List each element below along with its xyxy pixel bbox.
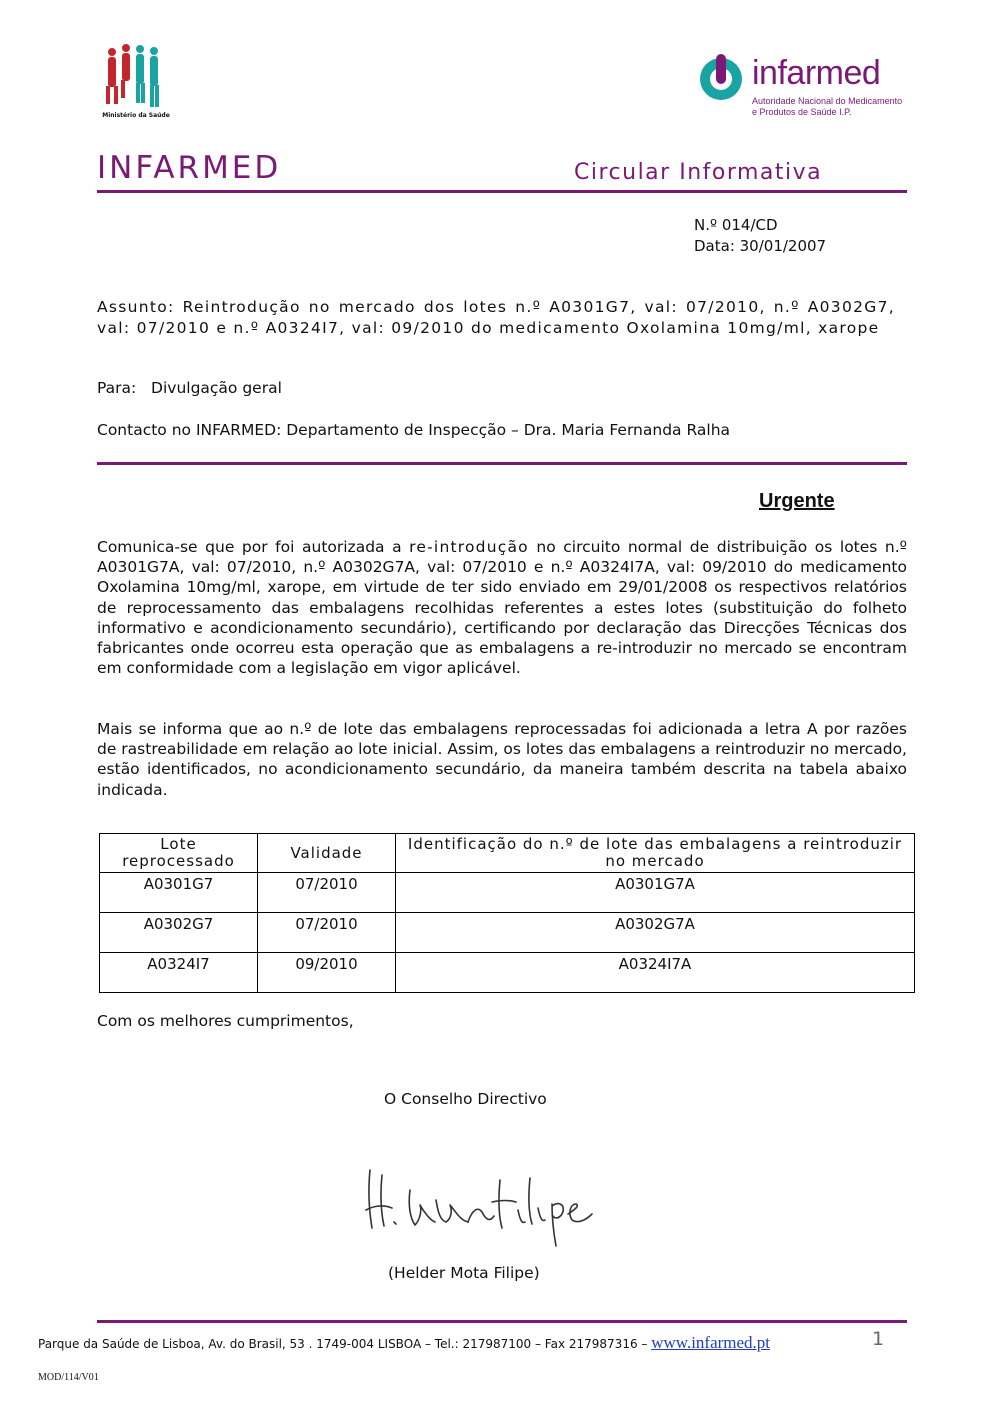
table-cell-validity: 09/2010 (258, 953, 396, 993)
table-cell-identification: A0301G7A (396, 873, 915, 913)
subject: Assunto: Reintrodução no mercado dos lotes n.º A0301G7, val: 07/2010, n.º A0302G7, val: 07/2010 e n.º A0324I7, val: 09/2010 do medicamento Oxolamina 10mg/ml, xarope (97, 298, 895, 337)
footer-divider (97, 1320, 907, 1323)
section-divider (97, 462, 907, 465)
circular-number: N.º 014/CD (694, 216, 778, 234)
signer-name: (Helder Mota Filipe) (388, 1264, 540, 1282)
infarmed-logo-word: infarmed (752, 54, 881, 92)
circular-date: Data: 30/01/2007 (694, 237, 827, 255)
table-cell-lot: A0324I7 (100, 953, 258, 993)
infarmed-logo-subtitle-2: e Produtos de Saúde I.P. (752, 107, 852, 117)
table-cell-lot: A0302G7 (100, 913, 258, 953)
form-code: MOD/114/V01 (38, 1372, 99, 1383)
table-row (100, 953, 915, 993)
lots-table (99, 833, 915, 993)
column-header-identification: Identificação do n.º de lote das embalagens a reintroduzir no mercado (396, 834, 915, 873)
page-number: 1 (872, 1328, 885, 1350)
contact: Contacto no INFARMED: Departamento de Inspecção – Dra. Maria Fernanda Ralha (97, 421, 731, 439)
body-paragraph-2: Mais se informa que ao n.º de lote das embalagens reprocessadas foi adicionada a letra A por razões de rastreabilidade em relação ao lote inicial. Assim, os lotes das embalagens a reintroduzir no mercado, estão identificados, no acondicionamento secundário, da maneira também descrita na tabela abaixo indicada. (97, 720, 907, 799)
table-row (100, 873, 915, 913)
ministry-caption: Ministério da Saúde (102, 112, 170, 119)
document-type: Circular Informativa (574, 160, 823, 185)
closing: Com os melhores cumprimentos, (97, 1012, 354, 1030)
recipients: Para: Divulgação geral (97, 379, 282, 397)
column-header-lot: Lote reprocessado (100, 834, 258, 873)
handwritten-signature (360, 1150, 600, 1250)
signatory-body: O Conselho Directivo (384, 1090, 547, 1108)
table-cell-validity: 07/2010 (258, 873, 396, 913)
header-divider (97, 190, 907, 193)
table-header-row (100, 834, 915, 873)
ministerio-da-saude-logo (96, 42, 176, 122)
table-cell-identification: A0302G7A (396, 913, 915, 953)
table-cell-lot: A0301G7 (100, 873, 258, 913)
body-paragraph-1: Comunica-se que por foi autorizada a re-introdução no circuito normal de distribuição os lotes n.º A0301G7A, val: 07/2010, n.º A0302G7A, val: 07/2010 e n.º A0324I7A, val: 09/2010 do medicamento Oxolamina 10mg/ml, xarope, em virtude de ter sido enviado em 29/01/2008 os respectivos relatórios de reprocessamento das embalagens recolhidas referentes a estes lotes (substituição do folheto informativo e acondicionamento secundário), certificando por declaração das Direcções Técnicas dos fabricantes onde ocorreu esta operação que as embalagens a re-introduzir no mercado se encontram em conformidade com a legislação em vigor aplicável. (97, 538, 907, 678)
table-row (100, 913, 915, 953)
table-cell-identification: A0324I7A (396, 953, 915, 993)
column-header-validity: Validade (258, 834, 396, 873)
infarmed-logo-subtitle-1: Autoridade Nacional do Medicamento (752, 96, 903, 106)
footer-address: Parque da Saúde de Lisboa, Av. do Brasil, 53 . 1749-004 LISBOA – Tel.: 217987100 – Fax 217987316 – www.infarmed.pt (38, 1333, 771, 1352)
infarmed-logo-icon (696, 52, 750, 102)
website-link[interactable]: www.infarmed.pt (651, 1333, 771, 1352)
table-cell-validity: 07/2010 (258, 913, 396, 953)
brand-title: INFARMED (97, 150, 282, 186)
urgent-label: Urgente (759, 490, 835, 512)
